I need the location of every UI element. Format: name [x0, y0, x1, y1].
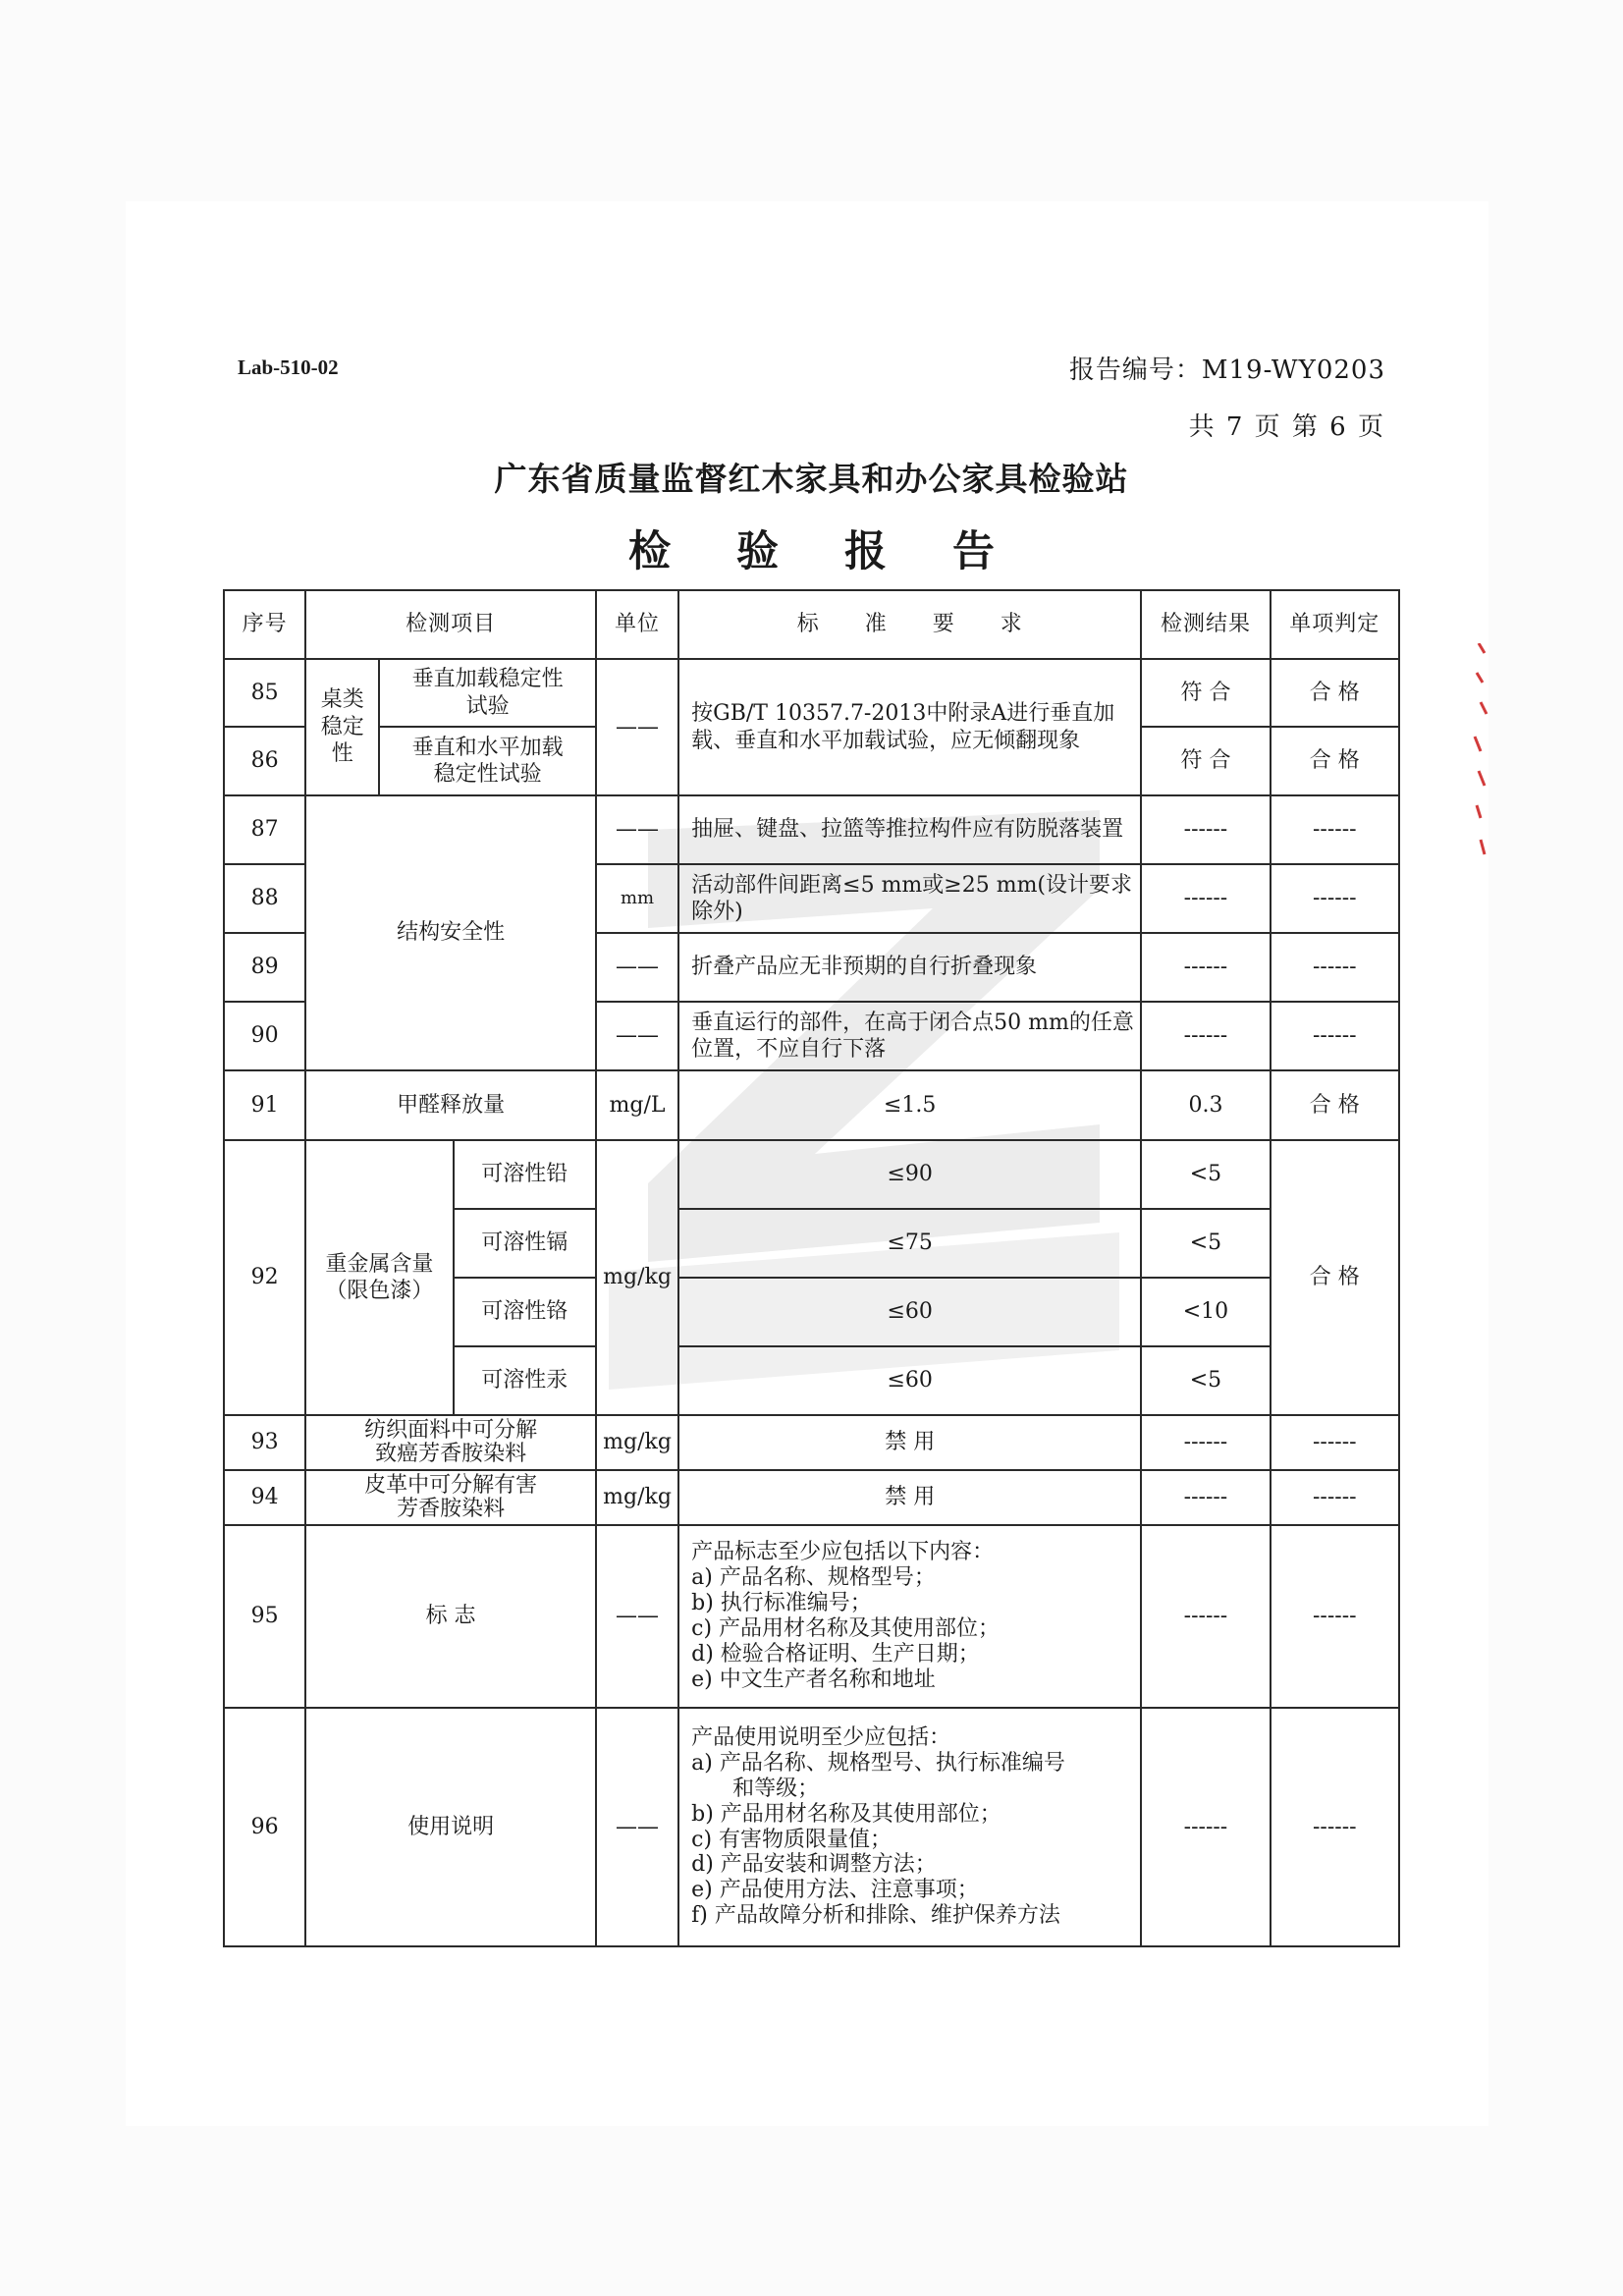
table-row-91 — [224, 1070, 1399, 1140]
row-sub-item: 可溶性汞 — [454, 1346, 596, 1415]
table-row-87 — [224, 795, 1399, 864]
row-verdict: 合 格 — [1271, 659, 1399, 727]
requirement-line: e) 产品使用方法、注意事项； — [691, 1878, 979, 1903]
row-no: 89 — [224, 933, 305, 1002]
table-row-92-lead — [224, 1140, 1399, 1209]
row-requirement: ≤1.5 — [678, 1070, 1141, 1140]
row-item: 标 志 — [305, 1525, 596, 1708]
requirement-line: c) 有害物质限量值； — [691, 1827, 893, 1852]
col-header-no: 序号 — [224, 590, 305, 659]
row-no: 85 — [224, 659, 305, 727]
row-result: ------ — [1141, 1708, 1270, 1946]
row-verdict: ------ — [1271, 795, 1399, 864]
row-sub-item: 可溶性铅 — [454, 1140, 596, 1209]
row-result: ------ — [1141, 933, 1270, 1002]
row-item: 垂直和水平加载 稳定性试验 — [379, 727, 596, 795]
table-row-93 — [224, 1415, 1399, 1470]
row-no: 86 — [224, 727, 305, 795]
row-group-desk-stability: 桌类 稳定 性 — [305, 659, 379, 795]
row-no: 92 — [224, 1140, 305, 1415]
row-unit: mm — [596, 864, 678, 933]
requirement-intro: 产品使用说明至少应包括： — [691, 1724, 951, 1750]
page-info: 共 7 页 第 6 页 — [1188, 412, 1385, 442]
table-row-94 — [224, 1470, 1399, 1525]
row-unit: —— — [596, 1525, 678, 1708]
row-result: ------ — [1141, 1470, 1270, 1525]
row-verdict: 合 格 — [1271, 1140, 1399, 1415]
row-requirement: 垂直运行的部件，在高于闭合点50 mm的任意位置，不应自行下落 — [678, 1002, 1141, 1070]
row-requirement: 活动部件间距离≤5 mm或≥25 mm(设计要求除外) — [678, 864, 1141, 933]
row-result: ------ — [1141, 1002, 1270, 1070]
row-result: ------ — [1141, 864, 1270, 933]
row-unit: mg/L — [596, 1070, 678, 1140]
row-item: 纺织面料中可分解 致癌芳香胺染料 — [305, 1415, 596, 1470]
row-group-heavy-metals: 重金属含量 （限色漆） — [305, 1140, 453, 1415]
row-requirement: ≤60 — [678, 1346, 1141, 1415]
row-verdict: ------ — [1271, 1415, 1399, 1470]
col-header-item: 检测项目 — [305, 590, 596, 659]
table-header-row — [224, 590, 1399, 659]
row-no: 94 — [224, 1470, 305, 1525]
row-requirement: 禁 用 — [678, 1470, 1141, 1525]
row-requirement — [678, 1525, 1141, 1708]
requirement-line: f) 产品故障分析和排除、维护保养方法 — [691, 1903, 1060, 1929]
row-result: ------ — [1141, 1415, 1270, 1470]
row-unit: —— — [596, 659, 678, 795]
row-requirement: 按GB/T 10357.7-2013中附录A进行垂直加载、垂直和水平加载试验，应无倾翻现象 — [678, 659, 1141, 795]
row-requirement: 禁 用 — [678, 1415, 1141, 1470]
row-result: <5 — [1141, 1209, 1270, 1278]
row-no: 96 — [224, 1708, 305, 1946]
requirement-line: d) 产品安装和调整方法； — [691, 1852, 937, 1878]
red-seal-edge-icon — [1471, 643, 1490, 859]
col-header-requirement: 标 准 要 求 — [678, 590, 1141, 659]
row-no: 93 — [224, 1415, 305, 1470]
row-verdict: ------ — [1271, 933, 1399, 1002]
row-unit: —— — [596, 1708, 678, 1946]
row-unit: —— — [596, 1002, 678, 1070]
row-verdict: ------ — [1271, 1470, 1399, 1525]
row-unit: mg/kg — [596, 1470, 678, 1525]
row-unit: —— — [596, 795, 678, 864]
row-requirement: 折叠产品应无非预期的自行折叠现象 — [678, 933, 1141, 1002]
row-result: <5 — [1141, 1346, 1270, 1415]
requirement-line: b) 产品用材名称及其使用部位； — [691, 1801, 1001, 1827]
row-requirement: 抽屉、键盘、拉篮等推拉构件应有防脱落装置 — [678, 795, 1141, 864]
requirement-line: a) 产品名称、规格型号、执行标准编号 — [691, 1750, 1065, 1776]
row-item: 甲醛释放量 — [305, 1070, 596, 1140]
requirement-line: e) 中文生产者名称和地址 — [691, 1667, 936, 1692]
row-no: 95 — [224, 1525, 305, 1708]
row-requirement: ≤60 — [678, 1278, 1141, 1346]
row-item: 皮革中可分解有害 芳香胺染料 — [305, 1470, 596, 1525]
table-row-85 — [224, 659, 1399, 727]
row-result: <10 — [1141, 1278, 1270, 1346]
row-verdict: ------ — [1271, 1002, 1399, 1070]
requirement-line: b) 执行标准编号； — [691, 1591, 872, 1616]
row-result: <5 — [1141, 1140, 1270, 1209]
row-item: 垂直加载稳定性 试验 — [379, 659, 596, 727]
row-verdict: 合 格 — [1271, 727, 1399, 795]
row-requirement: ≤90 — [678, 1140, 1141, 1209]
row-group-structural-safety: 结构安全性 — [305, 795, 596, 1070]
requirement-line: c) 产品用材名称及其使用部位； — [691, 1616, 1001, 1641]
inspection-table — [223, 589, 1400, 1947]
row-no: 90 — [224, 1002, 305, 1070]
table-row-96 — [224, 1708, 1399, 1946]
row-verdict: ------ — [1271, 1708, 1399, 1946]
row-unit: —— — [596, 933, 678, 1002]
requirement-line: a) 产品名称、规格型号； — [691, 1565, 936, 1591]
row-sub-item: 可溶性铬 — [454, 1278, 596, 1346]
col-header-verdict: 单项判定 — [1271, 590, 1399, 659]
row-result: 0.3 — [1141, 1070, 1270, 1140]
row-verdict: ------ — [1271, 864, 1399, 933]
table-row-95 — [224, 1525, 1399, 1708]
requirement-line-continued: 和等级； — [732, 1776, 820, 1801]
organization-name: 广东省质量监督红木家具和办公家具检验站 — [494, 460, 1129, 498]
row-verdict: ------ — [1271, 1525, 1399, 1708]
row-no: 91 — [224, 1070, 305, 1140]
row-unit: mg/kg — [596, 1140, 678, 1415]
col-header-unit: 单位 — [596, 590, 678, 659]
row-requirement: ≤75 — [678, 1209, 1141, 1278]
requirement-intro: 产品标志至少应包括以下内容： — [691, 1540, 995, 1565]
row-result: 符 合 — [1141, 727, 1270, 795]
row-result: ------ — [1141, 1525, 1270, 1708]
row-no: 87 — [224, 795, 305, 864]
row-item: 使用说明 — [305, 1708, 596, 1946]
row-no: 88 — [224, 864, 305, 933]
row-result: ------ — [1141, 795, 1270, 864]
row-result: 符 合 — [1141, 659, 1270, 727]
row-requirement — [678, 1708, 1141, 1946]
requirement-line: d) 检验合格证明、生产日期； — [691, 1641, 980, 1667]
row-sub-item: 可溶性镉 — [454, 1209, 596, 1278]
col-header-result: 检测结果 — [1141, 590, 1270, 659]
lab-code: Lab-510-02 — [238, 355, 339, 379]
row-unit: mg/kg — [596, 1415, 678, 1470]
report-number: 报告编号：M19-WY0203 — [1068, 355, 1385, 385]
report-title: 检 验 报 告 — [628, 527, 1020, 576]
row-verdict: 合 格 — [1271, 1070, 1399, 1140]
